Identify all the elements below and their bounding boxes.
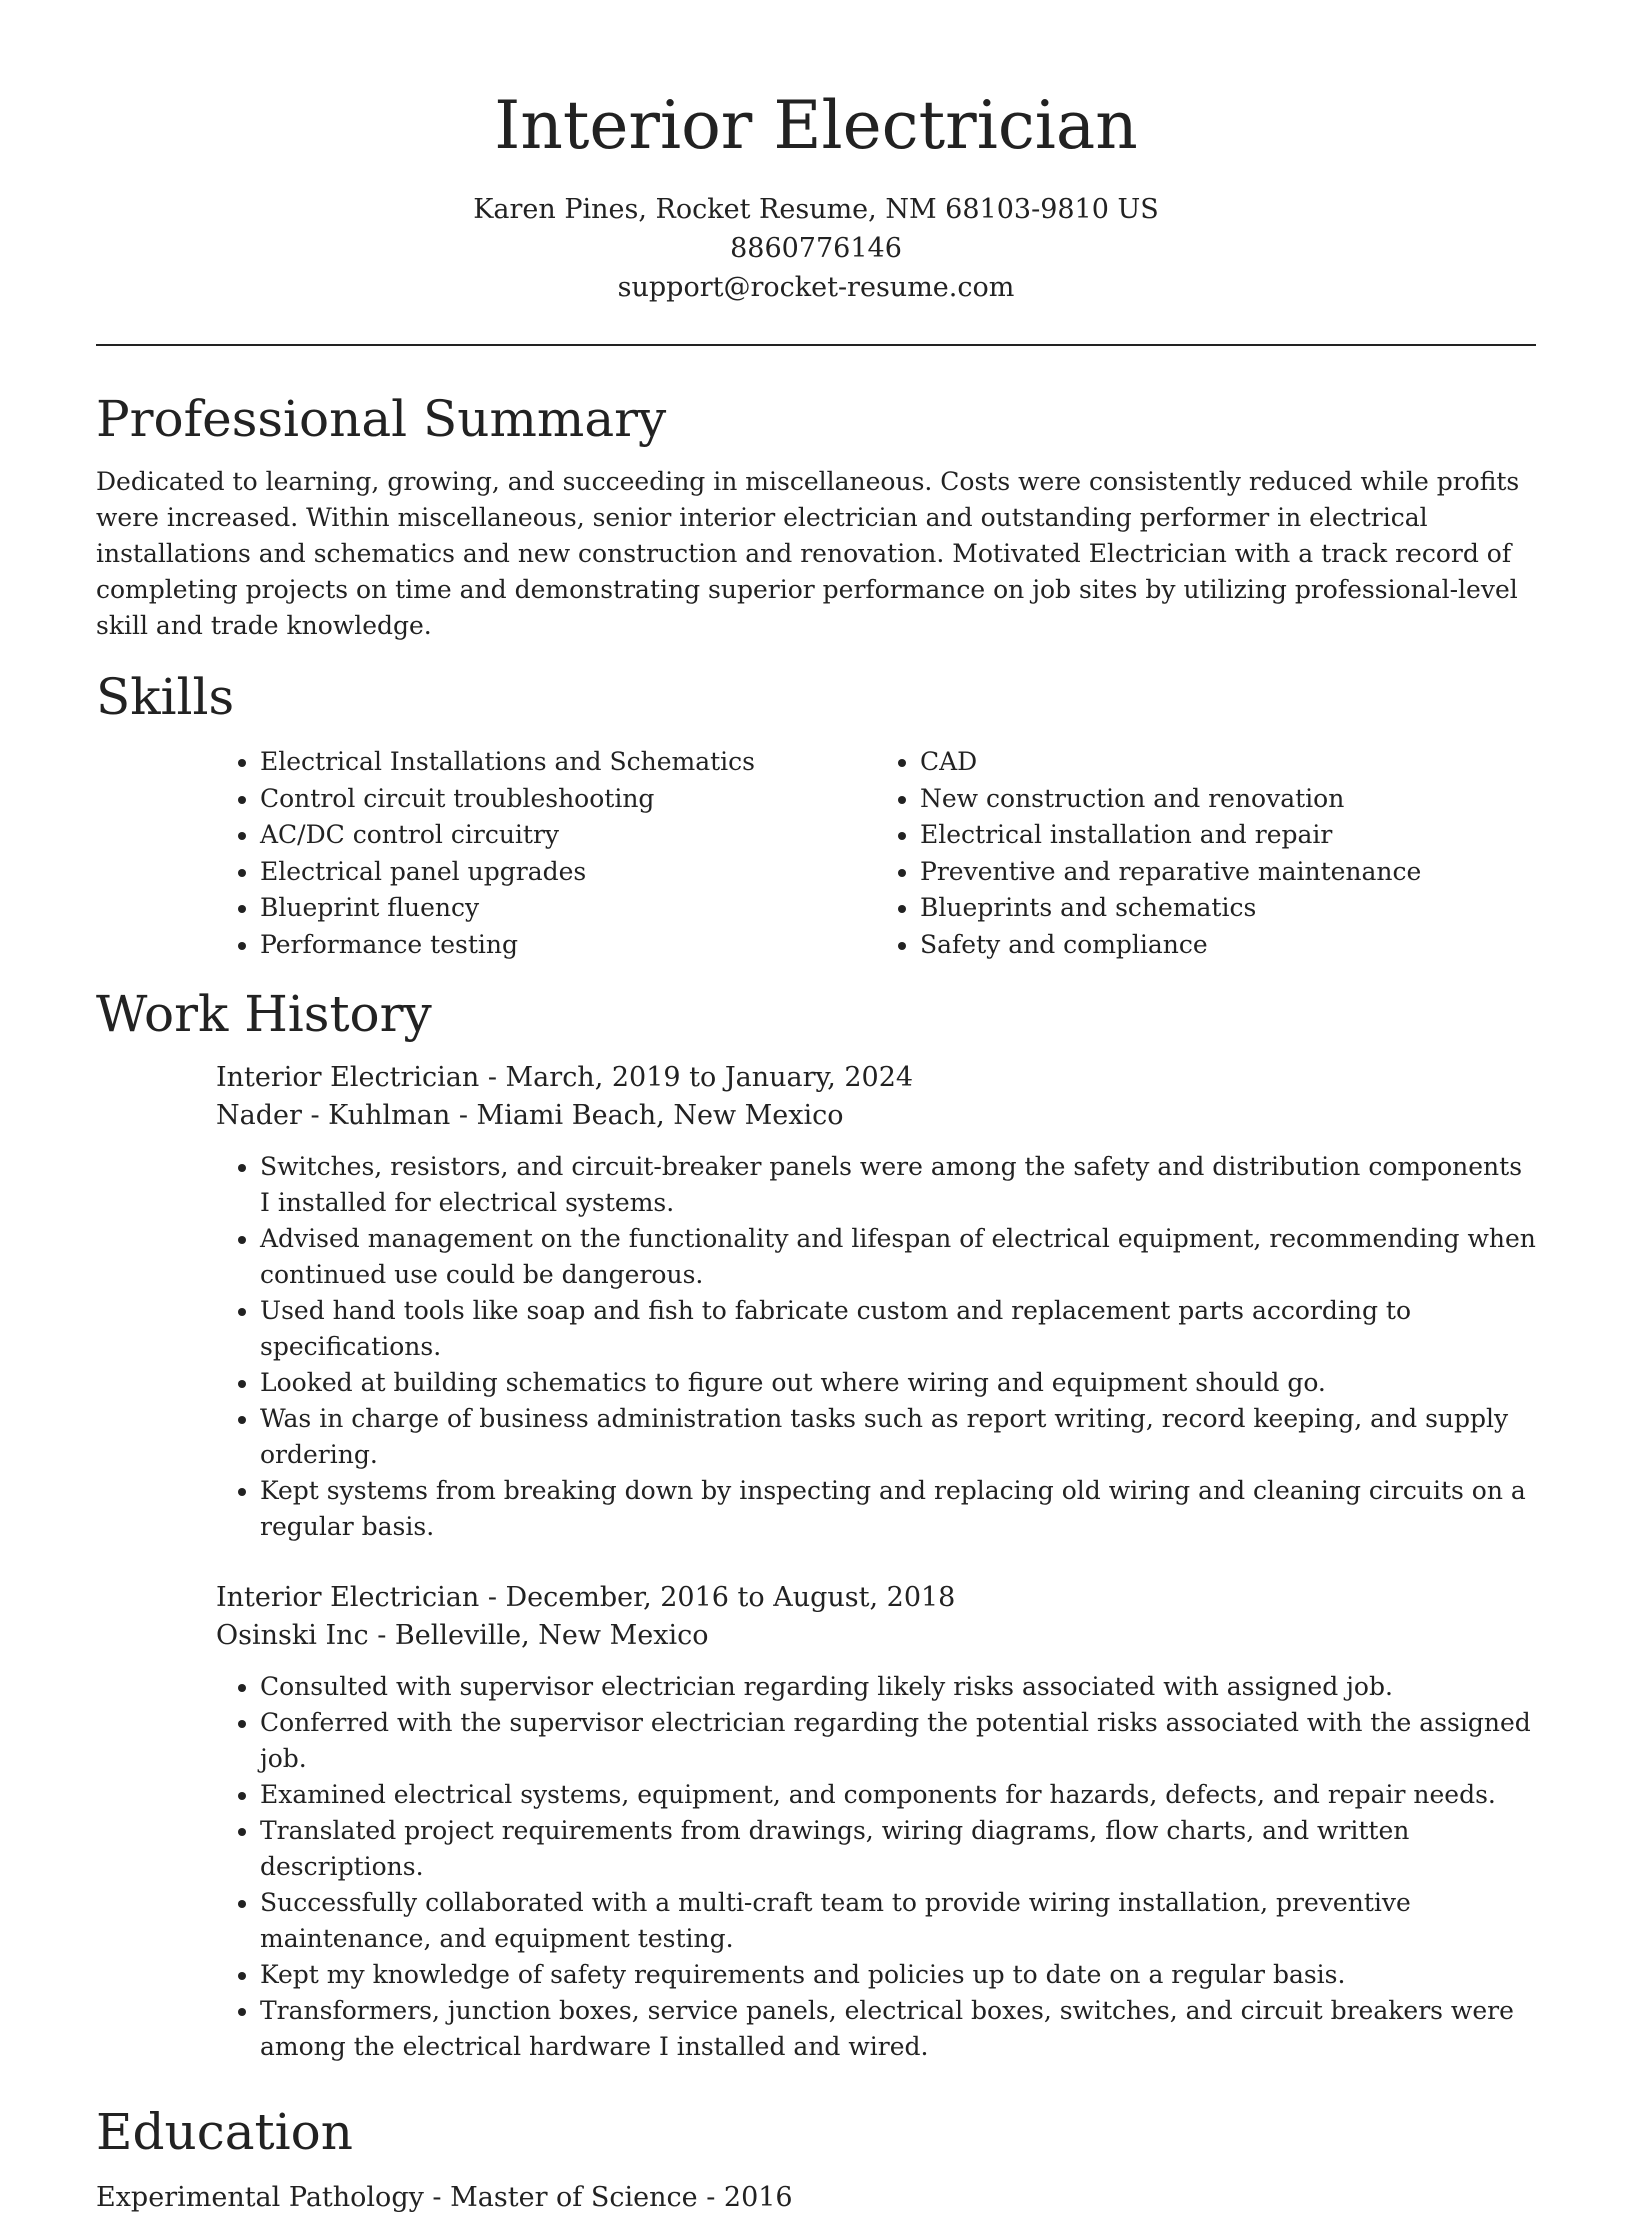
skill-item: • Blueprints and schematics: [920, 890, 1536, 927]
education-entry: Experimental Pathology - Master of Science - 2016: [96, 2182, 793, 2213]
resume-title: Interior Electrician: [494, 87, 1138, 164]
job-role: Interior Electrician: [216, 1062, 480, 1093]
job-title-line: [216, 1579, 1536, 1617]
contact-address: Karen Pines, Rocket Resume, NM 68103-9810 US: [473, 194, 1159, 225]
summary-text: Dedicated to learning, growing, and succeeding in miscellaneous. Costs were consistently reduced while profits were increased. Within miscellaneous, senior interior electrician and outstanding performer in electrical installations and schematics and new construction and renovation. Motivated Electrician with a track record of completing projects on time and demonstrating superior performance on job sites by utilizing professional-level skill and trade knowledge.: [96, 467, 1520, 640]
skill-item: • Safety and compliance: [920, 927, 1536, 964]
job-bullet: • Switches, resistors, and circuit-breaker panels were among the safety and distribution components I installed for electrical systems.: [260, 1149, 1536, 1221]
job-bullet: • Consulted with supervisor electrician regarding likely risks associated with assigned job.: [260, 1669, 1536, 1705]
job-company: Osinski Inc: [216, 1620, 369, 1651]
skills-section: [96, 664, 1536, 963]
job-entry: [216, 1579, 1536, 2065]
job-dates: - December, 2016 to August, 2018: [479, 1582, 956, 1613]
skills-grid: [216, 744, 1536, 963]
job-company: Nader - Kuhlman: [216, 1100, 451, 1131]
job-bullets: [216, 1149, 1536, 1545]
job-company-line: [216, 1097, 1536, 1135]
skill-item: • Control circuit troubleshooting: [260, 781, 876, 818]
resume-page: [96, 0, 1536, 2217]
contact-block: [96, 190, 1536, 307]
job-bullet: • Was in charge of business administration tasks such as report writing, record keeping, and supply ordering.: [260, 1401, 1536, 1473]
job-bullet: • Used hand tools like soap and fish to fabricate custom and replacement parts according to specifications.: [260, 1293, 1536, 1365]
skills-left-list: [216, 744, 876, 963]
skill-item: • Preventive and reparative maintenance: [920, 854, 1536, 891]
skills-heading: Skills: [96, 668, 235, 726]
skill-item: • Electrical panel upgrades: [260, 854, 876, 891]
education-heading: Education: [96, 2103, 353, 2161]
job-location: - Belleville, New Mexico: [368, 1620, 709, 1651]
job-bullet: • Successfully collaborated with a multi-craft team to provide wiring installation, preventive maintenance, and equipment testing.: [260, 1885, 1536, 1957]
summary-heading: Professional Summary: [96, 390, 667, 448]
job-bullet: • Kept systems from breaking down by inspecting and replacing old wiring and cleaning circuits on a regular basis.: [260, 1473, 1536, 1545]
job-role: Interior Electrician: [216, 1582, 480, 1613]
job-bullet: • Examined electrical systems, equipment, and components for hazards, defects, and repair needs.: [260, 1777, 1536, 1813]
header-divider: [96, 344, 1536, 346]
work-section: [96, 981, 1536, 2065]
contact-phone: 8860776146: [730, 233, 902, 264]
job-location: - Miami Beach, New Mexico: [450, 1100, 844, 1131]
job-bullet: • Looked at building schematics to figure out where wiring and equipment should go.: [260, 1365, 1536, 1401]
job-bullets: [216, 1669, 1536, 2065]
skill-item: • Performance testing: [260, 927, 876, 964]
contact-email: support@rocket-resume.com: [617, 272, 1015, 303]
job-bullet: • Translated project requirements from drawings, wiring diagrams, flow charts, and written descriptions.: [260, 1813, 1536, 1885]
skill-item: • Electrical installation and repair: [920, 817, 1536, 854]
job-title-line: [216, 1059, 1536, 1097]
work-heading: Work History: [96, 985, 432, 1043]
education-section: [96, 2099, 1536, 2217]
job-bullet: • Kept my knowledge of safety requirements and policies up to date on a regular basis.: [260, 1957, 1536, 1993]
resume-header: [96, 0, 1536, 307]
skill-item: • Blueprint fluency: [260, 890, 876, 927]
job-dates: - March, 2019 to January, 2024: [479, 1062, 914, 1093]
job-bullet: • Advised management on the functionality and lifespan of electrical equipment, recommending when continued use could be dangerous.: [260, 1221, 1536, 1293]
skill-item: • New construction and renovation: [920, 781, 1536, 818]
skill-item: • Electrical Installations and Schematics: [260, 744, 876, 781]
job-bullet: • Conferred with the supervisor electrician regarding the potential risks associated with the assigned job.: [260, 1705, 1536, 1777]
job-bullet: • Transformers, junction boxes, service panels, electrical boxes, switches, and circuit breakers were among the electrical hardware I installed and wired.: [260, 1993, 1536, 2065]
skills-right-list: [876, 744, 1536, 963]
skill-item: • AC/DC control circuitry: [260, 817, 876, 854]
summary-section: [96, 386, 1536, 644]
skill-item: • CAD: [920, 744, 1536, 781]
job-entry: [216, 1059, 1536, 1545]
job-company-line: [216, 1617, 1536, 1655]
